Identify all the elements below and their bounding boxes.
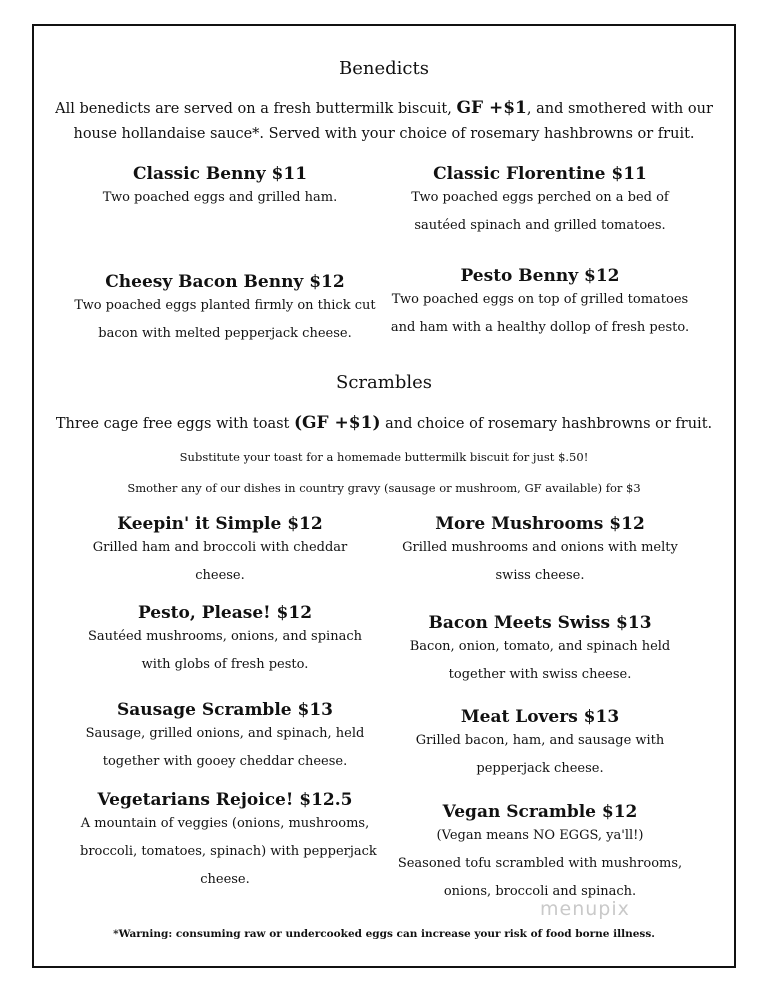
item-desc-line: Two poached eggs on top of grilled tomatoes: [391, 292, 689, 307]
item-title: Sausage Scramble $13: [116, 700, 333, 720]
item-title: Bacon Meets Swiss $13: [428, 613, 652, 633]
menu-item-vegetarians-rejoice: [80, 790, 377, 894]
item-title: Vegan Scramble $12: [442, 802, 638, 822]
item-title: More Mushrooms $12: [435, 514, 645, 534]
menu-item-meat-lovers: [390, 707, 690, 783]
benedicts-intro-b: , and smothered with our: [526, 101, 713, 117]
item-desc-line: pepperjack cheese.: [476, 761, 604, 776]
item-desc-line: together with swiss cheese.: [448, 667, 632, 682]
item-desc-line: bacon with melted pepperjack cheese.: [98, 326, 352, 341]
benedicts-gf-label: GF +$1: [456, 98, 527, 118]
item-title: Pesto, Please! $12: [137, 603, 313, 623]
item-desc-line: Sautéed mushrooms, onions, and spinach: [88, 629, 362, 644]
menu-item-sausage-scramble: [80, 700, 370, 776]
item-desc-line: with globs of fresh pesto.: [141, 657, 309, 672]
menu-item-more-mushrooms: [390, 514, 690, 590]
menu-item-pesto-benny: [380, 266, 700, 342]
item-desc-line: Grilled mushrooms and onions with melty: [402, 540, 678, 555]
warning-note: *Warning: consuming raw or undercooked eggs can increase your risk of food borne illness.: [113, 928, 655, 940]
item-desc-line: Two poached eggs and grilled ham.: [102, 190, 338, 205]
item-title: Keepin' it Simple $12: [117, 514, 323, 534]
item-desc-line: swiss cheese.: [495, 568, 585, 583]
item-desc-line: Sausage, grilled onions, and spinach, held: [85, 726, 365, 741]
benedicts-intro-line2: house hollandaise sauce*. Served with your choice of rosemary hashbrowns or fruit.: [73, 126, 695, 142]
item-desc-line: together with gooey cheddar cheese.: [102, 754, 348, 769]
item-desc-line: onions, broccoli and spinach.: [443, 884, 637, 899]
benedicts-intro-line1: [0, 94, 768, 123]
scrambles-intro-a: Three cage free eggs with toast: [55, 416, 290, 432]
scrambles-note-gravy: Smother any of our dishes in country gravy (sausage or mushroom, GF available) for $3: [127, 481, 641, 495]
item-title: Meat Lovers $13: [460, 707, 620, 727]
menu-item-classic-benny: [90, 164, 350, 212]
scrambles-intro-b: and choice of rosemary hashbrowns or fruit.: [385, 416, 713, 432]
item-desc-line: cheese.: [195, 568, 245, 583]
item-desc-line: Two poached eggs planted firmly on thick cut: [74, 298, 376, 313]
scrambles-note-biscuit: Substitute your toast for a homemade buttermilk biscuit for just $.50!: [179, 450, 589, 464]
item-desc-line: Grilled ham and broccoli with cheddar: [92, 540, 348, 555]
menu-item-keepin-it-simple: [90, 514, 350, 590]
item-desc-line: Seasoned tofu scrambled with mushrooms,: [397, 856, 683, 871]
menu-item-pesto-please: [80, 603, 370, 679]
scrambles-intro: [0, 409, 768, 438]
menu-item-classic-florentine: [390, 164, 690, 240]
watermark: menupix: [540, 898, 630, 920]
item-desc-line: Grilled bacon, ham, and sausage with: [415, 733, 665, 748]
scrambles-gf-label: (GF +$1): [294, 413, 381, 433]
menu-item-vegan-scramble: [390, 802, 690, 906]
benedicts-intro-a: All benedicts are served on a fresh buttermilk biscuit,: [55, 101, 452, 117]
item-desc-line: broccoli, tomatoes, spinach) with pepperjack: [80, 844, 377, 859]
item-title: Classic Benny $11: [132, 164, 308, 184]
menu-item-cheesy-bacon-benny: [70, 272, 380, 348]
item-desc-line: (Vegan means NO EGGS, ya'll!): [436, 828, 644, 843]
scrambles-title: Scrambles: [336, 372, 432, 393]
item-desc-line: sautéed spinach and grilled tomatoes.: [414, 218, 666, 233]
item-title: Vegetarians Rejoice! $12.5: [97, 790, 353, 810]
item-title: Pesto Benny $12: [460, 266, 620, 286]
item-desc-line: A mountain of veggies (onions, mushrooms,: [80, 816, 370, 831]
benedicts-title: Benedicts: [339, 58, 429, 79]
item-desc-line: and ham with a healthy dollop of fresh pesto.: [390, 320, 690, 335]
item-title: Classic Florentine $11: [433, 164, 647, 184]
item-desc-line: cheese.: [200, 872, 250, 887]
menu-item-bacon-meets-swiss: [390, 613, 690, 689]
item-title: Cheesy Bacon Benny $12: [105, 272, 345, 292]
item-desc-line: Bacon, onion, tomato, and spinach held: [409, 639, 671, 654]
item-desc-line: Two poached eggs perched on a bed of: [411, 190, 669, 205]
